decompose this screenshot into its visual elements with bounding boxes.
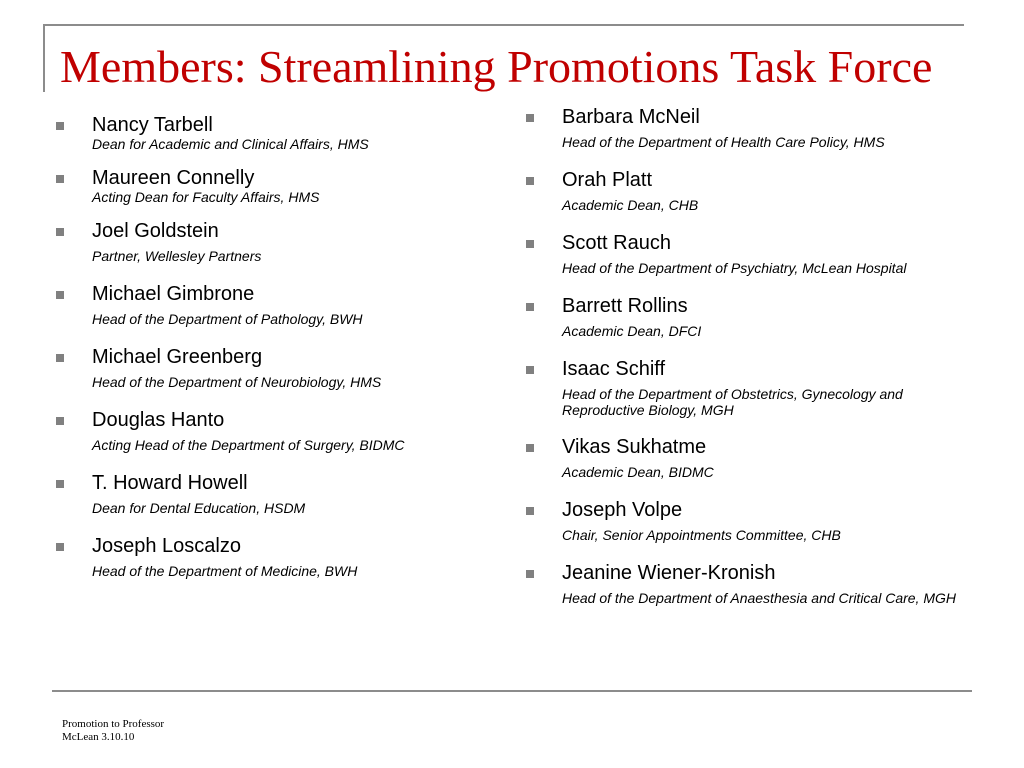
list-item bbox=[50, 407, 480, 470]
member-name: Joseph Loscalzo bbox=[92, 535, 241, 557]
member-name: Barbara McNeil bbox=[562, 106, 700, 128]
member-name: Michael Gimbrone bbox=[92, 283, 255, 305]
slide-footer bbox=[62, 718, 164, 744]
list-item bbox=[50, 344, 480, 407]
list-item bbox=[520, 560, 980, 623]
member-role: Dean for Academic and Clinical Affairs, HMS bbox=[92, 136, 369, 152]
member-name: Joseph Volpe bbox=[562, 499, 683, 521]
members-list-left bbox=[50, 112, 480, 596]
member-role: Partner, Wellesley Partners bbox=[92, 248, 262, 264]
member-name: Douglas Hanto bbox=[92, 409, 225, 431]
square-bullet-icon bbox=[56, 175, 64, 183]
member-role: Acting Head of the Department of Surgery, BIDMC bbox=[92, 437, 405, 453]
square-bullet-icon bbox=[56, 543, 64, 551]
member-role: Head of the Department of Medicine, BWH bbox=[92, 563, 358, 579]
footer-line-date: McLean 3.10.10 bbox=[62, 731, 135, 743]
list-item bbox=[520, 356, 980, 434]
member-role: Chair, Senior Appointments Committee, CHB bbox=[562, 527, 841, 543]
member-role: Head of the Department of Neurobiology, HMS bbox=[92, 374, 382, 390]
square-bullet-icon bbox=[526, 570, 534, 578]
square-bullet-icon bbox=[526, 114, 534, 122]
member-name: Orah Platt bbox=[562, 169, 653, 191]
member-role: Academic Dean, CHB bbox=[562, 197, 699, 213]
square-bullet-icon bbox=[526, 240, 534, 248]
top-frame-line bbox=[44, 24, 964, 26]
list-item bbox=[50, 218, 480, 281]
square-bullet-icon bbox=[526, 177, 534, 185]
member-role: Dean for Dental Education, HSDM bbox=[92, 500, 306, 516]
member-role: Head of the Department of Obstetrics, Gynecology and Reproductive Biology, MGH bbox=[562, 386, 903, 418]
left-frame-line bbox=[43, 24, 45, 92]
list-item bbox=[520, 230, 980, 293]
member-name: Maureen Connelly bbox=[92, 167, 255, 189]
member-role: Academic Dean, BIDMC bbox=[562, 464, 714, 480]
square-bullet-icon bbox=[526, 366, 534, 374]
list-item bbox=[520, 167, 980, 230]
list-item bbox=[50, 281, 480, 344]
list-item bbox=[50, 533, 480, 596]
footer-divider bbox=[52, 690, 972, 692]
list-item bbox=[50, 112, 480, 165]
member-name: Barrett Rollins bbox=[562, 295, 688, 317]
member-role: Head of the Department of Pathology, BWH bbox=[92, 311, 363, 327]
members-list-right bbox=[520, 104, 980, 623]
list-item bbox=[520, 293, 980, 356]
member-role: Head of the Department of Anaesthesia and Critical Care, MGH bbox=[562, 590, 957, 606]
square-bullet-icon bbox=[56, 354, 64, 362]
member-name: Joel Goldstein bbox=[92, 220, 219, 242]
square-bullet-icon bbox=[56, 122, 64, 130]
square-bullet-icon bbox=[526, 444, 534, 452]
member-name: Jeanine Wiener-Kronish bbox=[562, 562, 776, 584]
slide-title: Members: Streamlining Promotions Task Force bbox=[60, 41, 933, 92]
footer-line-title: Promotion to Professor bbox=[62, 718, 165, 730]
square-bullet-icon bbox=[56, 291, 64, 299]
list-item bbox=[50, 470, 480, 533]
square-bullet-icon bbox=[526, 303, 534, 311]
square-bullet-icon bbox=[56, 417, 64, 425]
member-role: Academic Dean, DFCI bbox=[562, 323, 702, 339]
list-item bbox=[50, 165, 480, 218]
square-bullet-icon bbox=[56, 480, 64, 488]
list-item bbox=[520, 104, 980, 167]
list-item bbox=[520, 434, 980, 497]
member-role: Head of the Department of Health Care Policy, HMS bbox=[562, 134, 885, 150]
square-bullet-icon bbox=[56, 228, 64, 236]
member-name: Isaac Schiff bbox=[562, 358, 666, 380]
member-role: Head of the Department of Psychiatry, McLean Hospital bbox=[562, 260, 907, 276]
member-name: Scott Rauch bbox=[562, 232, 671, 254]
list-item bbox=[520, 497, 980, 560]
member-name: Nancy Tarbell bbox=[92, 114, 213, 136]
member-role: Acting Dean for Faculty Affairs, HMS bbox=[92, 189, 320, 205]
member-name: Vikas Sukhatme bbox=[562, 436, 707, 458]
member-name: Michael Greenberg bbox=[92, 346, 263, 368]
square-bullet-icon bbox=[526, 507, 534, 515]
member-name: T. Howard Howell bbox=[92, 472, 248, 494]
